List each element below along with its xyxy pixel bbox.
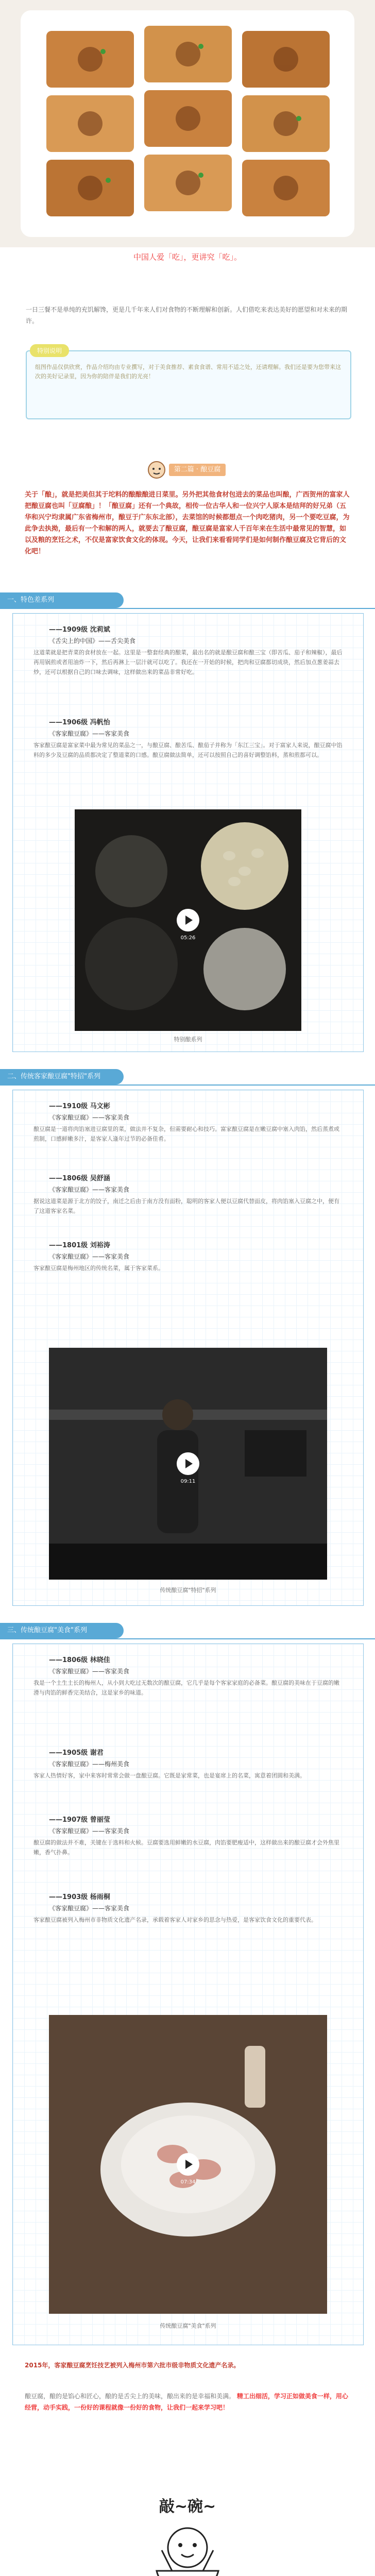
entry-author: ——1801级 刘裕涛 [49, 1242, 110, 1249]
entry-author: ——1903级 杨雨桐 [49, 1893, 110, 1901]
entry-author: ——1907级 曾丽莹 [49, 1816, 110, 1824]
closing-text: 酿豆腐，酿的是馅心和匠心，酿的是舌尖上的美味，酿出来的是幸福和美满。 [25, 2393, 235, 2400]
lead-paragraph: 关于「酿」，就是把美但其于坨料的酿酿酿进日菜里。另外把其他食材包进去的菜品也叫酿，广西贺州的富家人把酿豆腐也叫「豆腐酿」！「酿豆腐」还有一个典故，相传一位古华人和一位兴宁人原本是结拜的好兄弟（五华和兴宁均隶属广东省梅州市，酿豆于广东东北部），去菜馆的时候都想点一个肉吃猪肉，另一个要吃豆腐，为此争去执拗，最后有一个和解的两人，就要去了酿豆腐，酿豆腐是富家人千百年来在生活中最常见的智慧，如以及粮的烹饪之术，不仅是富家饮食文化的体现。今天，让我们来看看同学们是如何制作酿豆腐及它背后的文化吧！ [25, 491, 350, 555]
hero-slogan: 中国人爱「吃」，更讲究「吃」。 [133, 252, 242, 262]
play-button[interactable] [177, 2153, 199, 2176]
entry-book: 《客家酿豆腐》——客家美食 [49, 1253, 130, 1260]
chapter-title: 第二篇 · 酿豆腐 [169, 464, 226, 476]
entry-book: 《舌尖上的中国》——舌尖美食 [49, 637, 136, 645]
video-player-1[interactable] [75, 809, 301, 1031]
entry-text: 客家酿豆腐是梅州地区的传统名菜，属于客家菜系。 [33, 1265, 164, 1272]
section-divider [0, 608, 375, 609]
entry-text: 我是一个土生土长的梅州人，从小到大吃过无数次的酿豆腐，它几乎是每个客家家庭的必备菜。酿豆腐的美味在于豆腐的嫩滑与肉馅的鲜香完美结合，这是家乡的味道。 [33, 1680, 339, 1696]
entry-author: ——1806级 吴舒涵 [49, 1175, 110, 1182]
knock-bowl-illustration [141, 2494, 234, 2576]
play-button[interactable] [177, 909, 199, 931]
section-panel-3 [12, 1643, 364, 2345]
entry-author: ——1905级 谢君 [49, 1749, 104, 1757]
video-caption: 特别酿系列 [174, 1036, 202, 1043]
entry-book: 《客家酿豆腐》——客家美食 [49, 730, 130, 737]
chapter-label [144, 459, 231, 480]
video-caption: 传统酿豆腐"特招"系列 [160, 1587, 216, 1594]
entry-author: ——1806级 林晓佳 [49, 1656, 110, 1664]
intro-paragraph: 一日三餐不是单纯的充饥解馋，更是几千年来人们对食物的不断理解和创新。人们借吃来表达美好的愿望和对未来的期许。 [26, 306, 348, 325]
entry-book: 《客家酿豆腐》——客家美食 [49, 1186, 130, 1193]
entry-text: 这道菜就是把青菜的食材放在一起。这里是一整套经典的酿菜，最出名的就是酿豆腐和酿三宝（即苦瓜、茄子和辣椒），最后再用锅煎或者用油炸一下，然后再淋上一层汁就可以吃了。我还在一开始的时候，把肉和豆腐都切成块，然后加点葱姜蒜去炒，还可以根据自己的口味去调味，这样做出来的菜品非常好吃。 [33, 649, 343, 675]
closing-paragraph [25, 2391, 350, 2413]
section-divider [0, 1084, 375, 1086]
entry-text: 客家酿豆腐被列入梅州市非物质文化遗产名录，承载着客家人对家乡的思念与热爱，是客家饮食文化的重要代表。 [33, 1917, 317, 1923]
section-header-2 [0, 1069, 375, 1087]
entry-book: 《客家酿豆腐》——梅州美食 [49, 1760, 130, 1768]
section-header-3 [0, 1623, 375, 1640]
entry-text: 酿豆腐的做法并不难，关键在于选料和火候。豆腐要选用鲜嫩的水豆腐，肉馅要肥瘦适中，这样做出来的酿豆腐才会外焦里嫩，香气扑鼻。 [33, 1839, 339, 1856]
section-panel-1 [12, 613, 364, 1052]
note-body: 组图作品仅供欣赏，作品介绍均由专业撰写，对于美食推荐、素食食谱、常用不适之处，还请理解。我们还是要为您带来这次的美好记录里，因为你的陪伴是我们的光亮！ [35, 364, 341, 380]
special-note-box [26, 347, 351, 419]
video-duration: 09:11 [180, 1479, 196, 1484]
video-player-3[interactable] [49, 2015, 327, 2314]
note-title: 特别说明 [30, 344, 69, 357]
video-player-2[interactable] [49, 1348, 327, 1580]
bowl-text: 敲~碗~ [159, 2498, 216, 2516]
video-duration: 07:34 [180, 2179, 196, 2185]
video-duration: 05:26 [180, 935, 196, 941]
entry-text: 客家酿豆腐是富家菜中最为常见的菜品之一，与酿豆腐、酿苦瓜、酿茄子并称为「东江三宝」。对于富家人来说，酿豆腐中馅料的多少及豆腐的品质都决定了整道菜的口感。酿豆腐做法简单，还可以按照自己的喜好调整馅料，蒸和煎都可以。 [33, 742, 343, 758]
entry-book: 《客家酿豆腐》——客家美食 [49, 1114, 130, 1121]
entry-author: ——1906级 冯帆怡 [49, 719, 110, 726]
entry-book: 《客家酿豆腐》——客家美食 [49, 1668, 130, 1675]
video-caption: 传统酿豆腐"美食"系列 [160, 2323, 216, 2329]
section-divider [0, 1638, 375, 1639]
section-title-3: 三、传统酿豆腐"美食"系列 [0, 1623, 124, 1638]
entry-text: 客家人热情好客，家中来客时常常会做一盘酿豆腐。它既是家常菜，也是宴席上的名菜，寓意着团圆和美满。 [33, 1772, 305, 1779]
hero-image [0, 0, 375, 289]
entry-text: 据说这道菜是源于北方的饺子，南迁之后由于南方没有面粉，聪明的客家人便以豆腐代替面皮，将肉馅塞入豆腐之中，便有了这道客家名菜。 [33, 1198, 339, 1214]
entry-book: 《客家酿豆腐》——客家美食 [49, 1827, 130, 1835]
section-title-2: 二、传统客家酿豆腐"特招"系列 [0, 1069, 124, 1084]
entry-text: 酿豆腐是一道将肉馅塞进豆腐里的菜，做法并不复杂，但需要耐心和技巧。富家酿豆腐是在嫩豆腐中塞入肉馅，然后蒸煮或煎制，口感鲜嫩多汁，是客家人逢年过节的必备佳肴。 [33, 1126, 339, 1142]
section-title-1: 一、特色差系列 [0, 592, 124, 608]
section-header-1 [0, 592, 375, 610]
play-button[interactable] [177, 1452, 199, 1475]
heritage-note: 2015年，客家酿豆腐烹饪技艺被列入梅州市第六批市级非物质文化遗产名录。 [25, 2362, 240, 2369]
entry-author: ——1909级 沈莉斌 [49, 626, 110, 634]
entry-book: 《客家酿豆腐》——客家美食 [49, 1905, 130, 1912]
entry-author: ——1910级 马文彬 [49, 1103, 110, 1110]
section-panel-2 [12, 1090, 364, 1606]
cartoon-bowl-icon [141, 2519, 234, 2576]
closing-highlight: 精工出细活，学习正如做美食一样，用心经营，动手实践，一份好的课程就像一份好的食物，让我们一起来学习吧！ [25, 2393, 348, 2411]
